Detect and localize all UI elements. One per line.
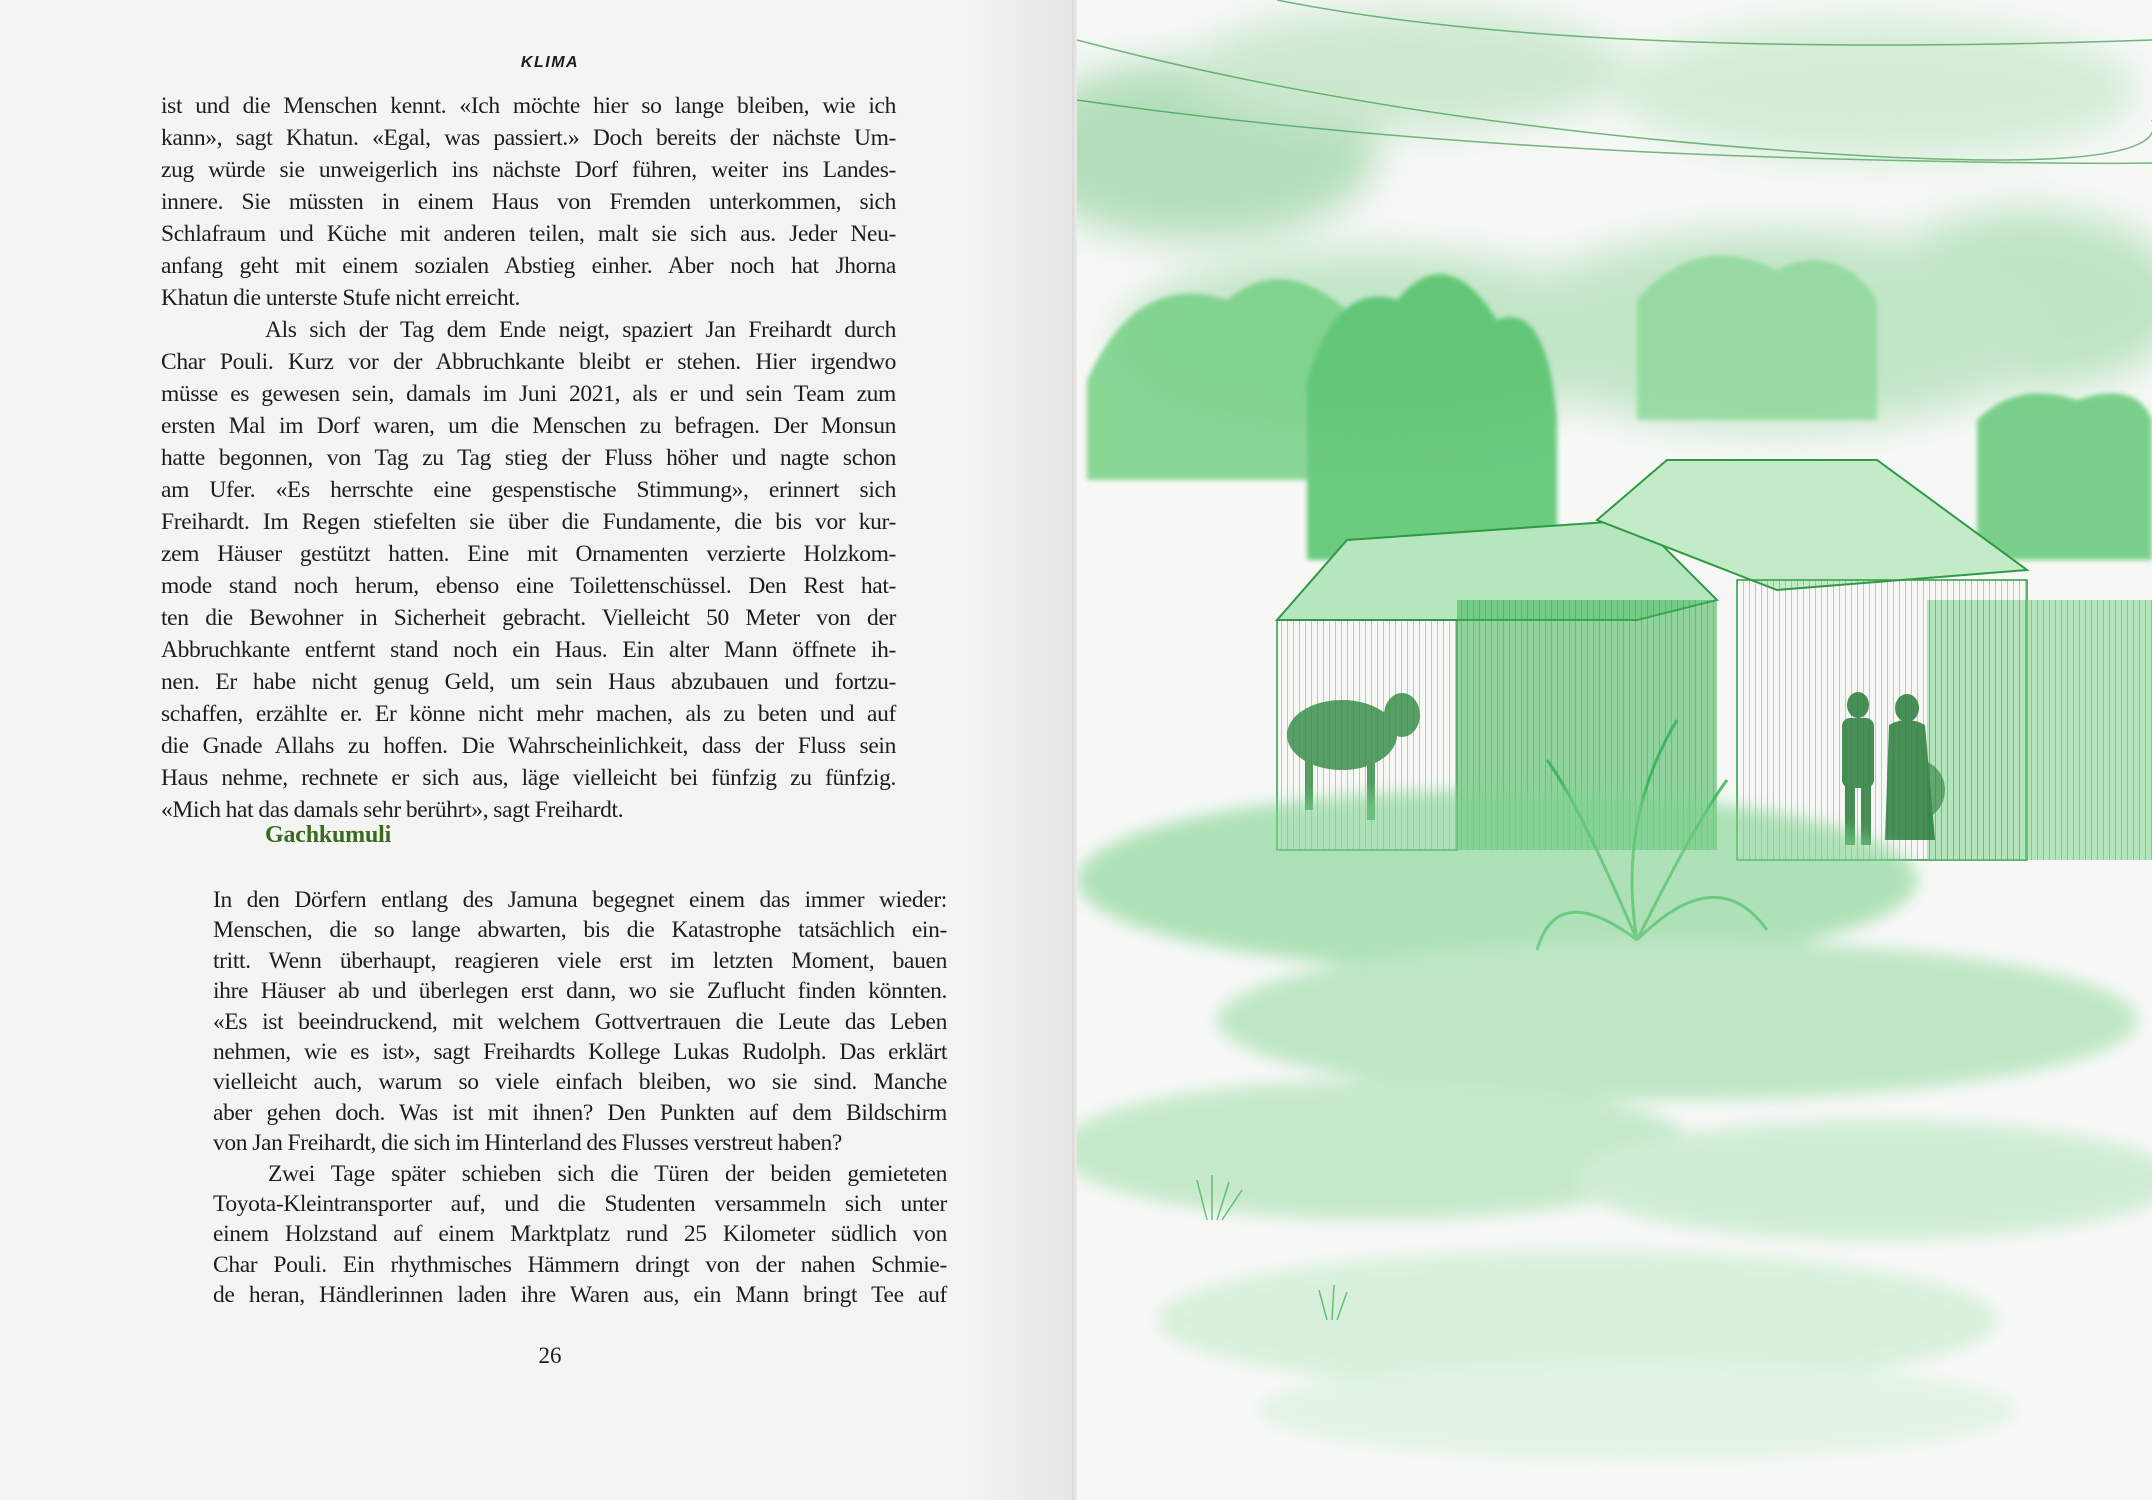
- paragraph: [213, 885, 947, 1159]
- text-line: ihre Häuser ab und überlegen erst dann, wo sie Zuflucht finden könnten.: [213, 978, 947, 1005]
- flooded-village-illustration: [1077, 0, 2152, 1500]
- text-line: hatte begonnen, von Tag zu Tag stieg der Fluss höher und nagte schon: [161, 445, 896, 471]
- paragraph: [161, 90, 896, 314]
- text-line: mode stand noch herum, ebenso eine Toilettenschüssel. Den Rest hat-: [161, 573, 896, 599]
- text-line: Abbruchkante entfernt stand noch ein Haus. Ein alter Mann öffnete ih-: [161, 637, 896, 663]
- text-line: Als sich der Tag dem Ende neigt, spaziert Jan Freihardt durch: [265, 317, 896, 343]
- text-line: ersten Mal im Dorf waren, um die Menschen zu befragen. Der Monsun: [161, 413, 896, 439]
- text-line: zug würde sie unweigerlich ins nächste Dorf führen, weiter ins Landes-: [161, 157, 896, 183]
- text-line: Khatun die unterste Stufe nicht erreicht.: [161, 285, 521, 311]
- text-line: de heran, Händlerinnen laden ihre Waren aus, ein Mann bringt Tee auf: [213, 1282, 947, 1309]
- text-line: In den Dörfern entlang des Jamuna begegnet einem das immer wieder:: [213, 887, 947, 913]
- text-line: Char Pouli. Ein rhythmisches Hämmern dringt von der nahen Schmie-: [213, 1251, 947, 1278]
- text-line: Schlafraum und Küche mit anderen teilen, malt sie sich aus. Jeder Neu-: [161, 221, 896, 247]
- text-line: «Es ist beeindruckend, mit welchem Gottvertrauen die Leute das Leben: [213, 1008, 947, 1035]
- running-head: KLIMA: [520, 54, 580, 71]
- paragraph: [161, 314, 896, 826]
- page-number: 26: [538, 1343, 562, 1368]
- paragraph: [213, 1159, 947, 1311]
- text-line: kann», sagt Khatun. «Egal, was passiert.» Doch bereits der nächste Um-: [161, 125, 896, 151]
- text-line: vielleicht auch, warum so viele einfach bleiben, wo sie sind. Manche: [213, 1069, 947, 1096]
- text-line: «Mich hat das damals sehr berührt», sagt Freihardt.: [161, 797, 624, 823]
- text-line: Char Pouli. Kurz vor der Abbruchkante bleibt er stehen. Hier irgendwo: [161, 349, 896, 375]
- text-line: schaffen, erzählte er. Er könne nicht mehr machen, als zu beten und auf: [161, 701, 896, 727]
- text-line: die Gnade Allahs zu hoffen. Die Wahrscheinlichkeit, dass der Fluss sein: [161, 733, 896, 759]
- text-line: innere. Sie müssten in einem Haus von Fremden unterkommen, sich: [161, 189, 896, 215]
- text-line: Toyota-Kleintransporter auf, und die Studenten versammeln sich unter: [213, 1190, 947, 1217]
- text-line: aber gehen doch. Was ist mit ihnen? Den Punkten auf dem Bildschirm: [213, 1099, 947, 1126]
- flood-water: [1077, 790, 2152, 1460]
- text-block-2: [213, 885, 947, 1310]
- text-line: Zwei Tage später schieben sich die Türen der beiden gemieteten: [268, 1160, 947, 1187]
- text-line: nehmen, wie es ist», sagt Freihardts Kollege Lukas Rudolph. Das erklärt: [213, 1038, 947, 1065]
- text-block-1: [161, 90, 896, 826]
- section-heading: Gachkumuli: [265, 822, 392, 848]
- text-line: anfang geht mit einem sozialen Abstieg einher. Aber noch hat Jhorna: [161, 253, 896, 279]
- illustration-page: [1077, 0, 2152, 1500]
- text-line: am Ufer. «Es herrschte eine gespenstische Stimmung», erinnert sich: [161, 477, 896, 503]
- text-line: Menschen, die so lange abwarten, bis die Katastrophe tatsächlich ein-: [213, 917, 947, 944]
- left-page: [0, 0, 1075, 1500]
- text-line: von Jan Freihardt, die sich im Hinterland des Flusses verstreut haben?: [213, 1130, 843, 1157]
- text-line: müsse es gewesen sein, damals im Juni 2021, als er und sein Team zum: [161, 381, 896, 407]
- text-line: ten die Bewohner in Sicherheit gebracht. Vielleicht 50 Meter von der: [161, 605, 896, 631]
- text-line: Freihardt. Im Regen stiefelten sie über die Fundamente, die bis vor kur-: [161, 509, 896, 535]
- text-line: zem Häuser gestützt hatten. Eine mit Ornamenten verzierte Holzkom-: [161, 541, 896, 567]
- text-line: Haus nehme, rechnete er sich aus, läge vielleicht bei fünfzig zu fünfzig.: [161, 765, 896, 791]
- text-line: ist und die Menschen kennt. «Ich möchte hier so lange bleiben, wie ich: [161, 93, 896, 119]
- text-line: einem Holzstand auf einem Marktplatz rund 25 Kilometer südlich von: [213, 1221, 947, 1248]
- text-line: tritt. Wenn überhaupt, reagieren viele erst im letzten Moment, bauen: [213, 947, 947, 974]
- text-line: nen. Er habe nicht genug Geld, um sein Haus abzubauen und fortzu-: [161, 669, 896, 695]
